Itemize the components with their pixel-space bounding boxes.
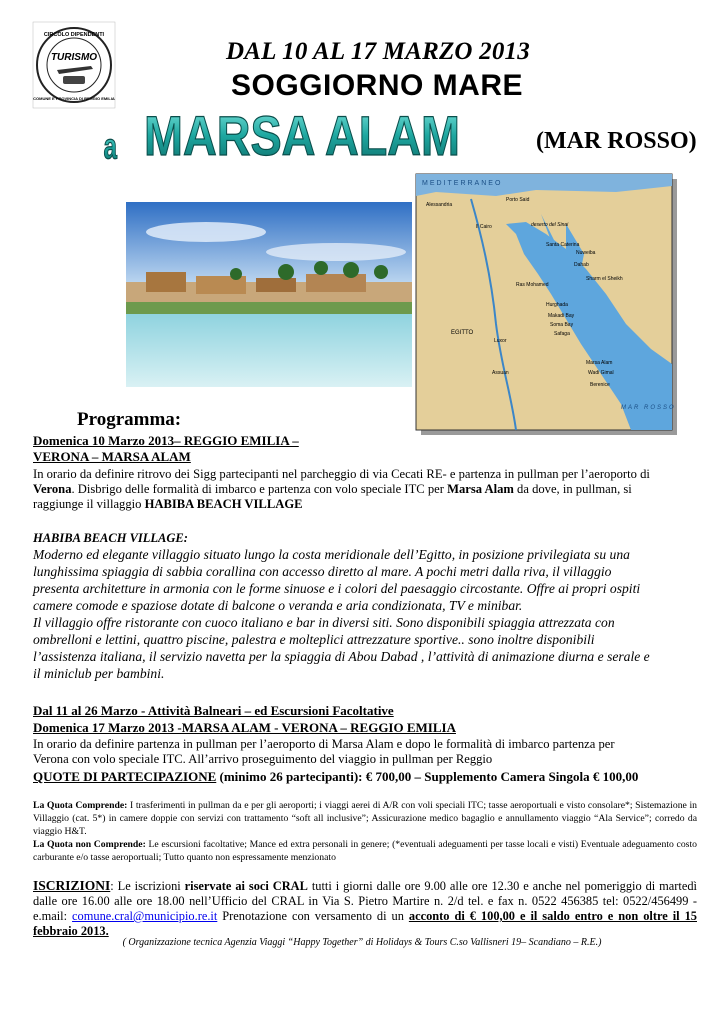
village-description: [33, 546, 701, 682]
day3-text: [33, 737, 697, 767]
village-desc-line: il miniclub per bambini.: [33, 666, 165, 681]
day2-title: Dal 11 al 26 Marzo - Attività Balneari – ed Escursioni Facoltative: [33, 703, 394, 718]
bus-icon: [63, 76, 85, 84]
logo-top-text: CIRCOLO DIPENDENTI: [43, 32, 105, 38]
map-label-marsa-alam: Marsa Alam: [586, 360, 613, 366]
sea-name: (MAR ROSSO): [536, 128, 697, 154]
subscription-text: : Le iscrizioni: [110, 879, 185, 893]
map-label-ras-mohamed: Ras Mohamed: [516, 282, 549, 288]
day1-text-line2: . Disbrigo delle formalità di imbarco e partenza con volo speciale ITC per: [71, 482, 448, 496]
includes-text: I trasferimenti in pullman da e per gli aeroporti; i viaggi aerei di A/R con voli speciali ITC; tasse aeroportuali e visto consolare*; Sistemazione in Villaggio (cat. 5*) in camere doppie con servizi con trattamento “soft all inclusive”; Assicurazione medico bagaglio e annullamento viaggio “Ala Service”; corredo da viaggio H&T.: [33, 800, 697, 837]
price-line: [33, 769, 638, 785]
day1-text-line1: In orario da definire ritrovo dei Sigg partecipanti nel parcheggio di via Cecati RE- e partenza in pullman per l’aeroporto di: [33, 467, 650, 481]
village-desc-line: Il villaggio offre ristorante con cuoco italiano e bar in diversi siti. Sono disponibili spiaggia attrezzata con: [33, 615, 615, 630]
map-label-makadi: Makadi Bay: [548, 313, 575, 319]
excludes-block: [33, 838, 697, 864]
map-label-assuan: Assuan: [492, 370, 509, 376]
day1-title-line1: Domenica 10 Marzo 2013– REGGIO EMILIA –: [33, 433, 299, 448]
village-desc-line: Moderno ed elegante villaggio situato lungo la costa meridionale dell’Egitto, in posizione privilegiata su una: [33, 547, 630, 562]
subscription-hours: tutti i giorni dalle ore 9.00 alle ore 12.30 e anche nel pomeriggio di martedì dalle ore 16.00 alle ore 18.00 nell’Ufficio del CRAL in Via S. Pietro Martire n. 2/d tel. e fax n. 0522 456385 tel: 0522/456499 - e.mail:: [33, 879, 697, 923]
excludes-text: Le escursioni facoltative; Mance ed extra personali in genere; (*eventuali adeguamenti per tasse locali e visti) Eventuale adeguamento costo carburante e/o tasse aeroportuali; Tutto quanto non espressamente menzionato: [33, 839, 697, 863]
map-label-soma: Soma Bay: [550, 322, 574, 328]
map-label-nuweiba: Nuweiba: [576, 250, 596, 256]
logo-bottom-text: COMUNE E PROVINCIA DI REGGIO EMILIA: [33, 96, 115, 101]
cral-logo: [33, 22, 115, 108]
day1-text: [33, 467, 697, 512]
village-heading: HABIBA BEACH VILLAGE:: [33, 531, 188, 545]
includes-block: [33, 799, 697, 838]
email-link[interactable]: comune.cral@municipio.re.it: [72, 909, 218, 923]
village-desc-line: lunghissima spiaggia di sabbia corallina con accesso diretto al mare. A pochi metri dalla riva, il villaggio: [33, 564, 612, 579]
destination-title: MARSA ALAM: [144, 104, 460, 167]
resort-photo: [126, 202, 412, 387]
map-label-mar-rosso: MAR ROSSO: [621, 405, 676, 411]
day1-marsa-alam: Marsa Alam: [447, 482, 514, 496]
map-label-sharm: Sharm el Sheikh: [586, 276, 623, 282]
village-desc-line: presenta architetture in armonia con le forme sinuose e i colori del paesaggio circostante. Offre ai propri ospiti: [33, 581, 641, 596]
village-desc-line: ombrelloni e lettini, quattro piscine, palestra e molteplici attrezzature sportive.. sono inoltre disponibili: [33, 632, 595, 647]
program-heading: Programma:: [77, 409, 182, 430]
subscription-members-only: riservate ai soci CRAL: [184, 879, 308, 893]
map-label-mediterraneo: MEDITERRANEO: [422, 180, 503, 187]
subscription-block: [33, 878, 697, 939]
day3-text-line2: Verona con volo speciale ITC. All’arrivo proseguimento del viaggio in pullman per Reggio: [33, 752, 493, 766]
map-label-alessandria: Alessandria: [426, 202, 453, 208]
excludes-label: La Quota non Comprende:: [33, 839, 146, 850]
includes-label: La Quota Comprende:: [33, 800, 128, 811]
map-label-sinai: deserto del Sinai: [531, 222, 569, 228]
subscription-label: ISCRIZIONI: [33, 878, 111, 893]
day1-verona: Verona: [33, 482, 72, 496]
price-label: QUOTE DI PARTECIPAZIONE: [33, 769, 217, 784]
village-desc-line: camere comode e spaziose dotate di balcone o veranda e aria condizionata, TV e minibar.: [33, 598, 523, 613]
trip-type: SOGGIORNO MARE: [231, 69, 524, 102]
subscription-deposit: acconto di € 100,00 e il saldo entro e non oltre il 15 febbraio 2013.: [33, 909, 697, 938]
day3-title: Domenica 17 Marzo 2013 -MARSA ALAM - VERONA – REGGIO EMILIA: [33, 720, 456, 735]
map-label-cairo: Il Cairo: [476, 224, 492, 230]
map-label-berenice: Berenice: [590, 382, 610, 388]
subscription-booking: Prenotazione con versamento di un: [217, 909, 409, 923]
day3-text-line1: In orario da definire partenza in pullman per l’aeroporto di Marsa Alam e dopo le formalità di imbarco partenza per: [33, 737, 615, 751]
logo-main-text: TURISMO: [50, 52, 98, 63]
price-text: (minimo 26 partecipanti): € 700,00 – Supplemento Camera Singola € 100,00: [216, 769, 639, 784]
map-label-luxor: Luxor: [494, 338, 507, 344]
egypt-map: [416, 174, 676, 430]
map-label-santa-caterina: Santa Caterina: [546, 242, 580, 248]
organizer-footer: ( Organizzazione tecnica Agenzia Viaggi “Happy Together” di Holidays & Tours C.so Vallisneri 19– Scandiano – R.E.): [122, 937, 602, 948]
day1-text-line2-end: da dove, in pullman, si: [513, 482, 632, 496]
map-label-porto-said: Porto Said: [506, 197, 530, 203]
destination-wordart: [102, 104, 472, 169]
day1-village-name: HABIBA BEACH VILLAGE: [144, 497, 303, 511]
destination-prefix: a: [103, 126, 117, 167]
map-label-dahab: Dahab: [574, 262, 589, 268]
village-desc-line: l’assistenza italiana, il servizio navetta per la spiaggia di Abou Dabad , l’attività di animazione diurna e serale e: [33, 649, 650, 664]
map-label-safaga: Safaga: [554, 331, 570, 337]
map-label-egitto: EGITTO: [451, 330, 474, 336]
trip-dates: DAL 10 AL 17 MARZO 2013: [226, 38, 530, 65]
day1-title-line2: VERONA – MARSA ALAM: [33, 449, 191, 464]
day1-text-line3: raggiunge il villaggio: [33, 497, 145, 511]
map-label-hurghada: Hurghada: [546, 302, 568, 308]
map-label-wadi-gimal: Wadi Gimal: [588, 370, 614, 376]
